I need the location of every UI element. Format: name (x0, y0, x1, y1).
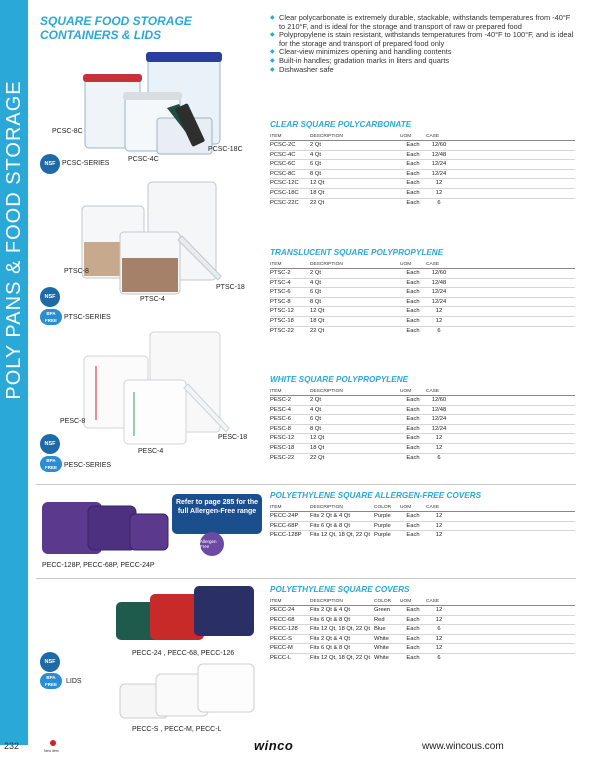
col-header-desc: DESCRIPTION (310, 505, 374, 512)
table-cell: PCSC-8C (270, 169, 310, 179)
table-cell: PTSC-4 (270, 278, 310, 288)
table-cell-blank (452, 625, 575, 635)
table-cell: Each (400, 160, 426, 170)
col-header-uom: UOM (400, 505, 426, 512)
ptsc-section (270, 247, 575, 335)
allergen-image-label: PECC-128P, PECC-68P, PECC-24P (42, 562, 155, 569)
table-cell: 12 (426, 443, 452, 453)
table-cell: Each (406, 142, 420, 148)
table-cell: 8 Qt (310, 169, 400, 179)
table-cell: PTSC-22 (270, 326, 310, 335)
table-cell: Each (400, 615, 426, 625)
pesc-label-c: PESC-18 (218, 434, 248, 441)
table-cell: PCSC-2C (270, 142, 296, 148)
table-cell: 12 (426, 179, 452, 189)
table-cell-blank (452, 415, 575, 425)
table-cell: PECC-M (270, 644, 310, 654)
page-title (40, 14, 260, 42)
pesc-section (270, 374, 575, 462)
table-cell: 12 Qt (310, 179, 400, 189)
table-cell: Fits 12 Qt, 18 Qt, 22 Qt (310, 653, 374, 662)
allergen-section (270, 490, 575, 540)
table-cell: 18 Qt (310, 443, 400, 453)
table-row (270, 169, 575, 179)
table-cell-blank (452, 160, 575, 170)
new-item-icon (50, 740, 56, 746)
bpa-line2: FREE (44, 465, 57, 470)
table-cell-blank (452, 141, 575, 151)
table-cell: PESC-22 (270, 453, 310, 462)
table-cell-blank (452, 512, 575, 522)
table-row (270, 316, 575, 326)
table-cell: PECC-24 (270, 607, 295, 613)
table-cell: PESC-8 (270, 424, 310, 434)
col-header-item: ITEM (270, 505, 310, 512)
page-title-line1: SQUARE FOOD STORAGE (40, 14, 192, 28)
table-row (270, 644, 575, 654)
table-cell: 18 Qt (310, 188, 400, 198)
table-row (270, 634, 575, 644)
table-cell: White (374, 644, 400, 654)
col-header-case: CASE (426, 505, 452, 512)
table-cell: 12/24 (426, 415, 452, 425)
col-header-case: CASE (426, 262, 452, 269)
table-cell: PCSC-22C (270, 198, 310, 207)
pc-section (270, 119, 575, 207)
pc-label-a: PCSC-8C (52, 128, 83, 135)
table-cell: PCSC-6C (270, 160, 310, 170)
table-row (270, 150, 575, 160)
table-cell: Each (406, 397, 420, 403)
table-cell: 12 (426, 188, 452, 198)
table-cell: 6 Qt (310, 160, 400, 170)
col-header-item: ITEM (270, 134, 310, 141)
white-covers-label: PECC-S , PECC-M, PECC-L (132, 726, 222, 733)
section-divider (36, 484, 576, 485)
covers-section (270, 584, 575, 663)
table-row (270, 278, 575, 288)
table-cell: Fits 2 Qt & 4 Qt (310, 513, 350, 519)
table-cell: Green (374, 607, 391, 613)
table-cell: 12 (426, 307, 452, 317)
table-cell-blank (452, 288, 575, 298)
table-cell: PCSC-12C (270, 179, 310, 189)
table-cell: 4 Qt (310, 405, 400, 415)
table-cell-blank (452, 396, 575, 406)
table-cell: Fits 6 Qt & 8 Qt (310, 644, 374, 654)
table-row (270, 615, 575, 625)
table-cell: Purple (374, 513, 391, 519)
bpa-line2: FREE (44, 682, 57, 687)
table-cell: 12/48 (426, 278, 452, 288)
table-row (270, 405, 575, 415)
bpa-free-badge (40, 456, 62, 472)
table-cell: 12 Qt (310, 307, 400, 317)
covers-section-title: POLYETHYLENE SQUARE COVERS (270, 585, 410, 594)
pesc-series-label: PESC-SERIES (64, 462, 112, 469)
table-cell: PECC-128 (270, 625, 310, 635)
table-cell-blank (452, 531, 575, 540)
table-cell: Each (400, 198, 426, 207)
table-cell: 18 Qt (310, 316, 400, 326)
table-row (270, 297, 575, 307)
table-cell: Blue (374, 625, 400, 635)
table-cell: Each (400, 531, 426, 540)
colored-covers-image (112, 584, 262, 644)
table-cell: 12/24 (426, 160, 452, 170)
table-row (270, 453, 575, 462)
table-row (270, 424, 575, 434)
page-title-line2: CONTAINERS & LIDS (40, 28, 162, 42)
feature-item: ◆ Polypropylene is stain resistant, withstands temperatures from -40°F to 100°F, and is ideal for the storage and transport of prepared food only (270, 31, 575, 48)
table-cell-blank (452, 326, 575, 335)
table-cell: 12/48 (426, 150, 452, 160)
table-cell: PECC-S (270, 634, 310, 644)
table-cell-blank (452, 521, 575, 531)
col-header-case: CASE (426, 389, 452, 396)
table-cell: PESC-18 (270, 443, 310, 453)
table-cell: Fits 12 Qt, 18 Qt, 22 Qt (310, 625, 374, 635)
table-row (270, 188, 575, 198)
table-cell: PTSC-12 (270, 307, 310, 317)
col-header-color: COLOR (374, 599, 400, 606)
col-header-uom: UOM (400, 262, 426, 269)
pc-table (270, 134, 575, 207)
table-cell: 12 (426, 521, 452, 531)
table-cell: 12/48 (426, 405, 452, 415)
feature-item: ◆ Clear-view minimizes opening and handling contents (270, 48, 575, 57)
allergen-covers-image (38, 496, 178, 558)
table-cell-blank (452, 453, 575, 462)
table-cell-blank (452, 644, 575, 654)
table-cell: 6 (426, 326, 452, 335)
allergen-table (270, 505, 575, 540)
bpa-line1: BPA (46, 675, 56, 680)
table-cell: PESC-6 (270, 415, 310, 425)
ptsc-label-c: PTSC-18 (216, 284, 245, 291)
col-header-item: ITEM (270, 262, 310, 269)
table-row (270, 512, 575, 522)
table-cell: Each (400, 521, 426, 531)
bpa-line1: BPA (46, 311, 56, 316)
pesc-label-b: PESC-4 (138, 448, 164, 455)
table-cell: 8 Qt (310, 424, 400, 434)
bpa-line2: FREE (44, 318, 57, 323)
table-cell: 6 (426, 625, 452, 635)
table-cell: 12/24 (426, 169, 452, 179)
table-cell: 6 Qt (310, 415, 400, 425)
pc-section-title: CLEAR SQUARE POLYCARBONATE (270, 120, 412, 129)
bpa-free-badge (40, 673, 62, 689)
table-cell: Each (400, 169, 426, 179)
table-cell-blank (452, 188, 575, 198)
table-cell: PECC-128P (270, 531, 310, 540)
table-cell-blank (452, 179, 575, 189)
feature-item: ◆ Built-in handles; gradation marks in liters and quarts (270, 57, 575, 66)
table-cell: Fits 2 Qt & 4 Qt (310, 607, 350, 613)
col-header-uom: UOM (400, 599, 426, 606)
feature-list (270, 14, 575, 74)
table-cell: 4 Qt (310, 278, 400, 288)
col-header-item: ITEM (270, 599, 310, 606)
col-header-desc: DESCRIPTION (310, 389, 400, 396)
table-cell: Each (400, 405, 426, 415)
ptsc-label-b: PTSC-4 (140, 296, 165, 303)
refer-note: Refer to page 285 for the full Allergen-Free range (172, 494, 262, 534)
section-divider (36, 578, 576, 579)
table-cell: Each (400, 188, 426, 198)
table-row (270, 141, 575, 151)
table-row (270, 269, 575, 279)
table-cell: PTSC-6 (270, 288, 310, 298)
table-cell: Each (400, 653, 426, 662)
table-cell: Purple (374, 531, 400, 540)
table-cell: Each (400, 307, 426, 317)
table-cell: Each (400, 297, 426, 307)
table-cell-blank (452, 405, 575, 415)
table-cell: Red (374, 615, 400, 625)
page-number: 232 (4, 741, 20, 751)
table-cell: PESC-2 (270, 397, 291, 403)
table-cell: PECC-68 (270, 615, 310, 625)
table-row (270, 198, 575, 207)
col-header-case: CASE (426, 134, 452, 141)
ptsc-table (270, 262, 575, 335)
table-cell: Each (400, 150, 426, 160)
table-cell-blank (452, 634, 575, 644)
table-cell: PECC-L (270, 653, 310, 662)
ptsc-series-label: PTSC-SERIES (64, 314, 111, 321)
table-cell-blank (452, 615, 575, 625)
ptsc-containers-image (78, 180, 238, 300)
table-cell: Each (400, 326, 426, 335)
table-row (270, 326, 575, 335)
table-row (270, 653, 575, 662)
brand-logo: winco (254, 738, 294, 753)
table-cell: Each (400, 415, 426, 425)
table-cell: Each (400, 424, 426, 434)
table-cell-blank (452, 316, 575, 326)
table-row (270, 415, 575, 425)
table-cell-blank (452, 278, 575, 288)
pesc-containers-image (80, 330, 248, 450)
allergen-free-badge: Allergen Free (200, 532, 224, 556)
table-cell: 12/60 (431, 142, 447, 148)
table-cell: 12 (435, 607, 443, 613)
table-cell: PESC-12 (270, 434, 310, 444)
table-cell: 12 (426, 316, 452, 326)
nsf-badge: NSF (40, 287, 60, 307)
col-header-case: CASE (426, 599, 452, 606)
col-header-uom: UOM (400, 134, 426, 141)
table-cell: Each (400, 278, 426, 288)
website-link[interactable]: www.wincous.com (422, 741, 504, 752)
table-cell: PTSC-2 (270, 270, 291, 276)
sidebar-title: POLY PANS & FOOD STORAGE (3, 80, 25, 400)
table-cell: 12/60 (431, 270, 447, 276)
table-cell: Each (400, 443, 426, 453)
pc-label-b: PCSC-4C (128, 156, 159, 163)
bpa-line1: BPA (46, 458, 56, 463)
table-cell: 12 (435, 513, 443, 519)
table-cell: Each (400, 644, 426, 654)
table-cell: 22 Qt (310, 453, 400, 462)
table-cell: Each (400, 288, 426, 298)
new-item-label: New Item (44, 749, 59, 753)
lids-label: LIDS (66, 678, 82, 685)
table-cell: 22 Qt (310, 198, 400, 207)
table-cell: 6 (426, 198, 452, 207)
nsf-badge: NSF (40, 434, 60, 454)
table-row (270, 606, 575, 616)
table-cell: 12/60 (431, 397, 447, 403)
table-cell: PCSC-4C (270, 150, 310, 160)
table-cell: Each (400, 434, 426, 444)
nsf-badge: NSF (40, 154, 60, 174)
table-cell-blank (452, 424, 575, 434)
table-cell: Fits 6 Qt & 8 Qt (310, 521, 374, 531)
pesc-table (270, 389, 575, 462)
table-cell: 2 Qt (310, 142, 321, 148)
colored-covers-label: PECC-24 , PECC-68, PECC-126 (132, 650, 235, 657)
table-cell: Fits 12 Qt, 18 Qt, 22 Qt (310, 531, 374, 540)
table-cell: Each (400, 316, 426, 326)
table-cell: Each (400, 634, 426, 644)
table-cell: 12 (426, 644, 452, 654)
table-row (270, 521, 575, 531)
col-header-desc: DESCRIPTION (310, 599, 374, 606)
table-cell-blank (452, 169, 575, 179)
col-header-desc: DESCRIPTION (310, 262, 400, 269)
table-row (270, 307, 575, 317)
table-cell: PCSC-18C (270, 188, 310, 198)
table-cell: 22 Qt (310, 326, 400, 335)
table-cell-blank (452, 307, 575, 317)
table-cell-blank (452, 198, 575, 207)
table-cell: PTSC-18 (270, 316, 310, 326)
table-cell: Each (406, 607, 420, 613)
ptsc-section-title: TRANSLUCENT SQUARE POLYPROPYLENE (270, 248, 444, 257)
table-cell: 12/24 (426, 424, 452, 434)
table-cell: PESC-4 (270, 405, 310, 415)
ptsc-label-a: PTSC-8 (64, 268, 89, 275)
table-cell-blank (452, 443, 575, 453)
table-cell: Purple (374, 521, 400, 531)
table-cell-blank (452, 150, 575, 160)
table-cell: 12 (426, 615, 452, 625)
table-row (270, 160, 575, 170)
table-cell: 12 Qt (310, 434, 400, 444)
table-cell: 8 Qt (310, 297, 400, 307)
table-row (270, 625, 575, 635)
table-cell: 12 (426, 634, 452, 644)
table-cell: 12 (426, 434, 452, 444)
table-cell: Fits 2 Qt & 4 Qt (310, 634, 374, 644)
table-cell: PECC-24P (270, 513, 299, 519)
table-cell-blank (452, 606, 575, 616)
nsf-badge: NSF (40, 652, 60, 672)
table-cell: PECC-68P (270, 521, 310, 531)
table-cell-blank (452, 269, 575, 279)
table-row (270, 396, 575, 406)
table-cell: 4 Qt (310, 150, 400, 160)
table-cell-blank (452, 434, 575, 444)
table-cell: Each (400, 625, 426, 635)
table-row (270, 531, 575, 540)
table-cell-blank (452, 297, 575, 307)
bpa-free-badge (40, 309, 62, 325)
table-cell: PTSC-8 (270, 297, 310, 307)
table-cell: 6 Qt (310, 288, 400, 298)
table-cell: Each (400, 179, 426, 189)
table-cell: White (374, 634, 400, 644)
table-row (270, 443, 575, 453)
table-cell: 12 (426, 531, 452, 540)
col-header-desc: DESCRIPTION (310, 134, 400, 141)
white-covers-image (112, 660, 262, 722)
pc-containers-image (75, 48, 265, 158)
feature-item: ◆ Clear polycarbonate is extremely durable, stackable, withstands temperatures from -40°F to 210°F, and is ideal for the storage and transport of raw or prepared food (270, 14, 575, 31)
table-cell: Fits 6 Qt & 8 Qt (310, 615, 374, 625)
table-cell: Each (406, 513, 420, 519)
table-row (270, 179, 575, 189)
table-cell: White (374, 653, 400, 662)
allergen-section-title: POLYETHYLENE SQUARE ALLERGEN-FREE COVERS (270, 491, 482, 500)
table-cell: 2 Qt (310, 397, 321, 403)
pesc-label-a: PESC-8 (60, 418, 86, 425)
table-cell-blank (452, 653, 575, 662)
col-header-color: COLOR (374, 505, 400, 512)
pesc-section-title: WHITE SQUARE POLYPROPYLENE (270, 375, 409, 384)
pc-label-c: PCSC-18C (208, 146, 243, 153)
feature-item: ◆ Dishwasher safe (270, 66, 575, 75)
table-row (270, 434, 575, 444)
table-cell: 12/24 (426, 288, 452, 298)
covers-table (270, 599, 575, 663)
table-row (270, 288, 575, 298)
table-cell: 6 (426, 453, 452, 462)
pc-series-label: PCSC-SERIES (62, 160, 110, 167)
table-cell: Each (406, 270, 420, 276)
table-cell: 2 Qt (310, 270, 321, 276)
col-header-item: ITEM (270, 389, 310, 396)
table-cell: Each (400, 453, 426, 462)
table-cell: 12/24 (426, 297, 452, 307)
table-cell: 6 (426, 653, 452, 662)
col-header-uom: UOM (400, 389, 426, 396)
